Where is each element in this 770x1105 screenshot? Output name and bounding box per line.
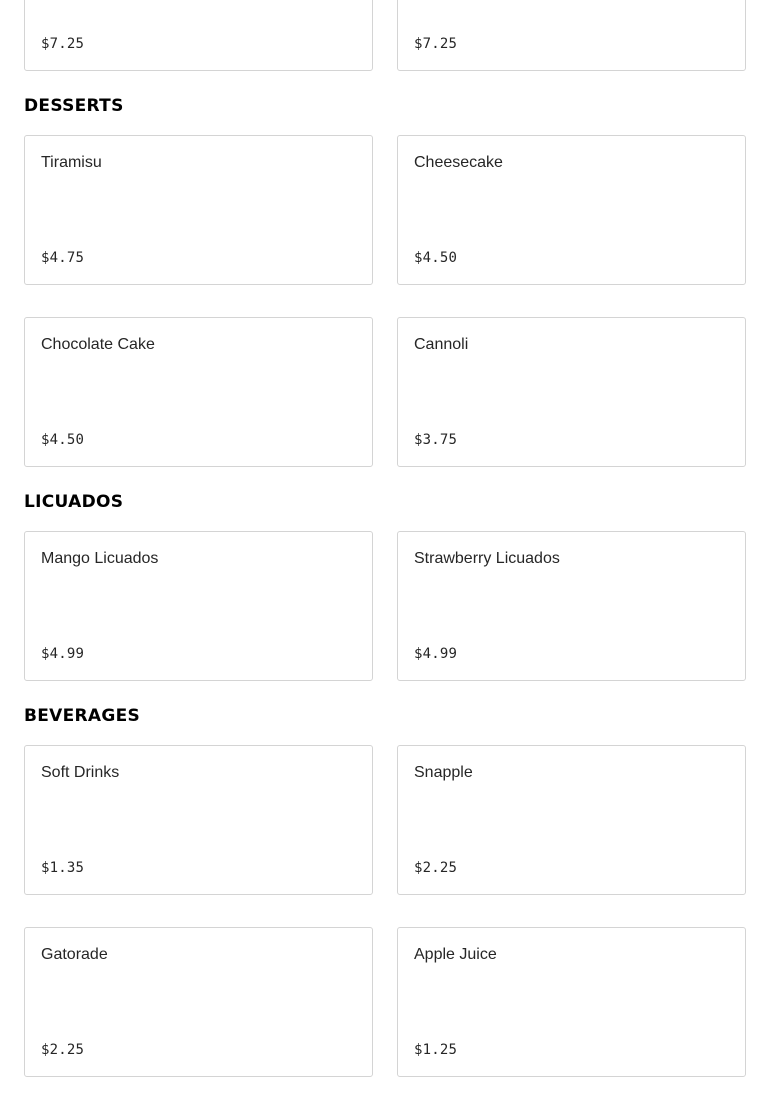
menu-item-price: $7.25 (41, 36, 85, 52)
menu-item-price: $4.75 (41, 250, 85, 266)
menu-item-name: Mango Licuados (41, 550, 159, 567)
menu-item-card[interactable] (24, 927, 373, 1077)
menu-item-card[interactable] (24, 531, 373, 681)
menu-item-name: Strawberry Licuados (414, 550, 560, 567)
menu-item-card[interactable] (397, 927, 746, 1077)
menu-item-card[interactable] (397, 531, 746, 681)
menu-item-price: $4.50 (41, 432, 85, 448)
menu-item-name: Apple Juice (414, 946, 497, 963)
section-heading-licuados: LICUADOS (24, 492, 124, 512)
menu-item-card[interactable] (397, 317, 746, 467)
menu-item-price: $2.25 (41, 1042, 85, 1058)
menu-item-price: $4.99 (41, 646, 85, 662)
menu-item-name: Snapple (414, 764, 473, 781)
menu-item-card[interactable] (24, 745, 373, 895)
section-heading-desserts: DESSERTS (24, 96, 124, 116)
menu-item-name: Soft Drinks (41, 764, 120, 781)
menu-item-price: $2.25 (414, 860, 458, 876)
section-heading-beverages: BEVERAGES (24, 706, 141, 726)
menu-item-price: $1.25 (414, 1042, 458, 1058)
menu-item-card[interactable] (24, 135, 373, 285)
menu-item-card[interactable] (24, 317, 373, 467)
menu-item-card[interactable] (24, 0, 373, 71)
menu-item-price: $4.50 (414, 250, 458, 266)
menu-item-name: Cheesecake (414, 154, 503, 171)
menu-item-card[interactable] (397, 745, 746, 895)
menu-item-price: $4.99 (414, 646, 458, 662)
menu-item-card[interactable] (397, 0, 746, 71)
menu-item-name: Chocolate Cake (41, 336, 155, 353)
menu-item-price: $1.35 (41, 860, 85, 876)
menu-item-price: $7.25 (414, 36, 458, 52)
menu-item-name: Gatorade (41, 946, 108, 963)
menu-item-name: Tiramisu (41, 154, 102, 171)
menu-item-price: $3.75 (414, 432, 458, 448)
menu-item-card[interactable] (397, 135, 746, 285)
menu-item-name: Cannoli (414, 336, 469, 353)
